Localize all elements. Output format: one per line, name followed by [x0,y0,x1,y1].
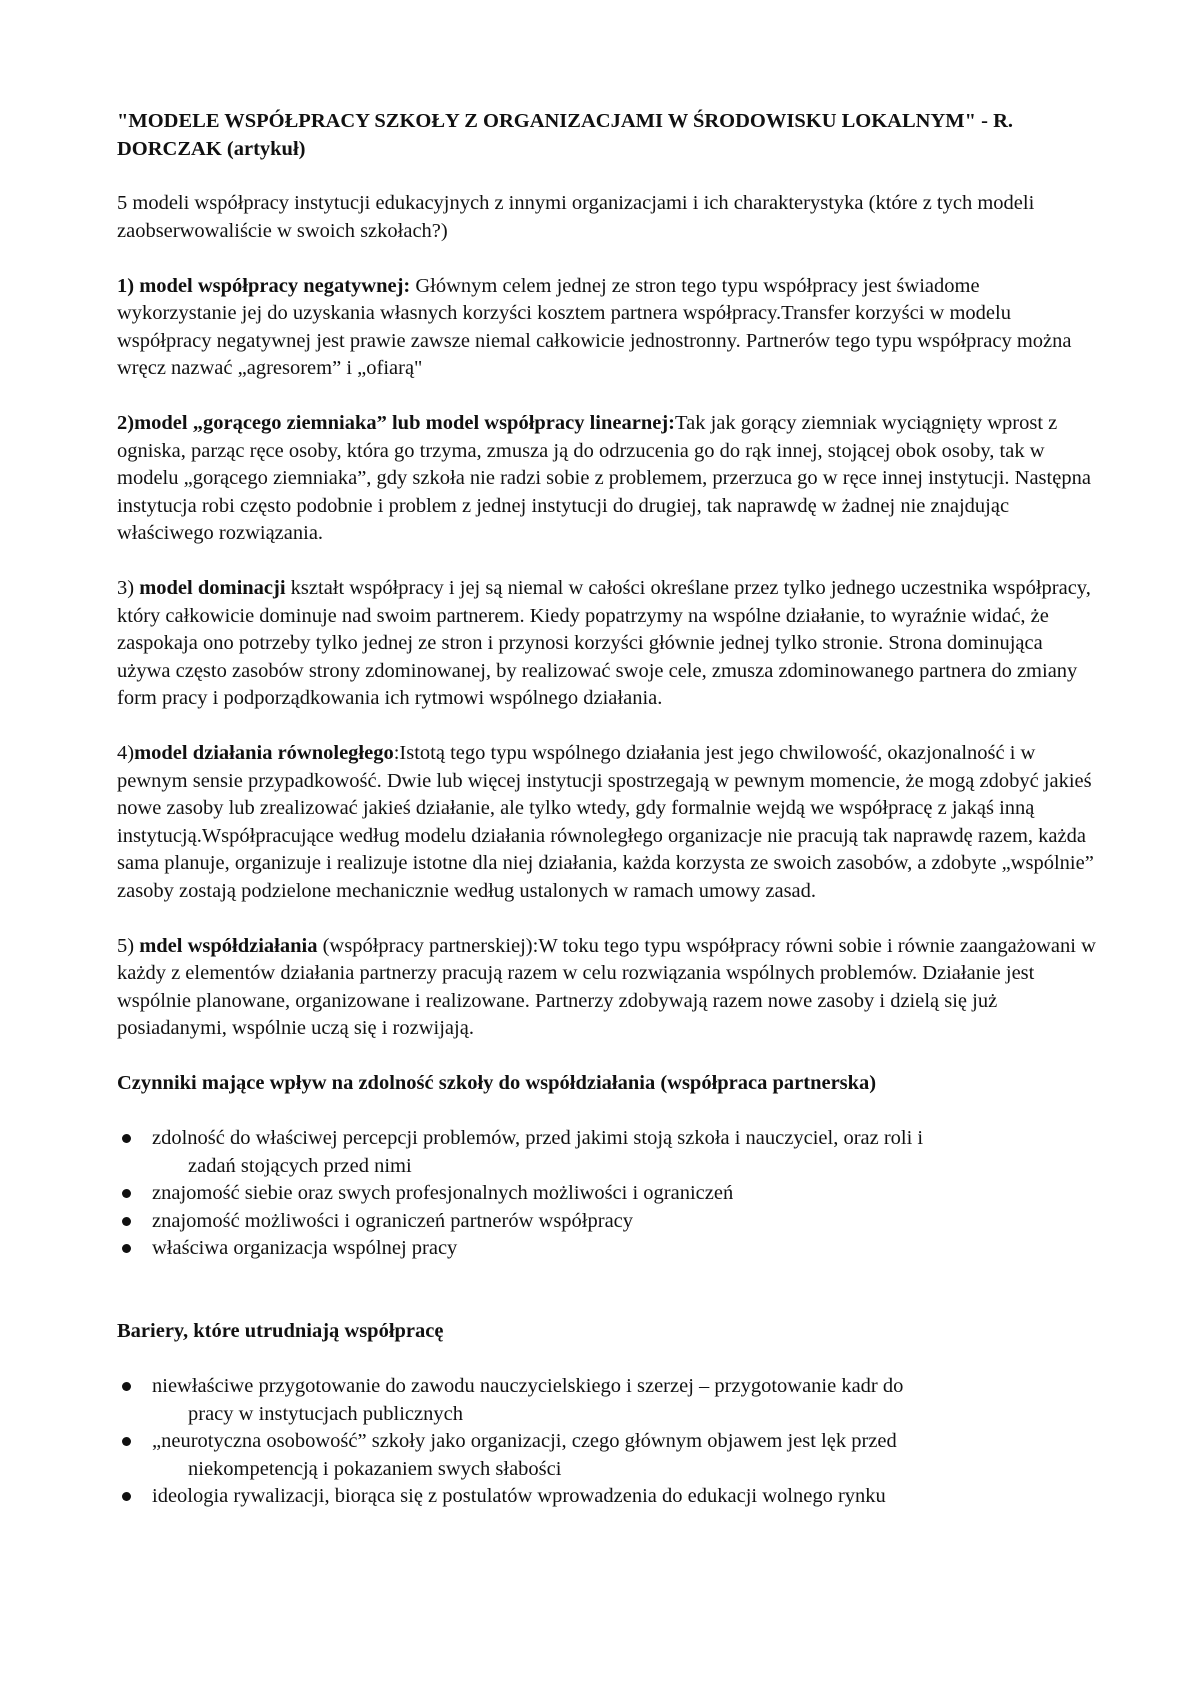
model-1-name: model współpracy negatywnej: [139,274,411,297]
factors-heading: Czynniki mające wpływ na zdolność szkoły do współdziałania (współpraca partnerska) [117,1072,877,1094]
model-paragraph-5 [117,933,1097,1043]
document-page [117,108,1097,1538]
list-item: znajomość możliwości i ograniczeń partnerów współpracy [117,1208,1097,1236]
model-5-text: (współpracy partnerskiej):W toku tego typu współpracy równi sobie i równie zaangażowani w każdy z elementów działania partnerzy pracują razem w celu rozwiązania wspólnych problemów. Działanie jest wspólnie planowane, organizowane i realizowane. Partnerzy zdobywają razem nowe zasoby i dzielą się już posiadanymi, wspólnie uczą się i rozwijają. [117,934,1096,1039]
bullet-icon [122,1437,131,1446]
bullet-icon [122,1189,131,1198]
model-2-text: Tak jak gorący ziemniak wyciągnięty wprost z ogniska, parząc ręce osoby, która go trzyma, zmusza ją do odrzucenia go do rąk innej, stojącej obok osoby, tak w modelu „gorącego ziemniaka”, gdy szkoła nie radzi sobie z problemem, przerzuca go w ręce innej instytucji. Następna instytucja robi często podobnie i problem z jednej instytucji do drugiej, tak naprawdę w żadnej nie znajdując właściwego rozwiązania. [117,412,1091,544]
list-item: znajomość siebie oraz swych profesjonalnych możliwości i ograniczeń [117,1180,1097,1208]
model-1-text: Głównym celem jednej ze stron tego typu współpracy jest świadome wykorzystanie jej do uzyskania własnych korzyści kosztem partnera współpracy.Transfer korzyści w modelu współpracy negatywnej jest prawie zawsze niemal całkowicie jednostronny. Partnerów tego typu współpracy można wręcz nazwać „agresorem” i „ofiarą" [117,274,1072,379]
model-3-prefix: 3) [117,577,140,599]
bullet-icon [122,1382,131,1391]
model-4-name: model działania równoległego [134,742,394,764]
list-item: właściwa organizacja wspólnej pracy [117,1235,1097,1263]
bullet-icon [122,1492,131,1501]
list-item: zdolność do właściwej percepcji problemów, przed jakimi stoją szkoła i nauczyciel, oraz roli i zadań stojących przed nimi [117,1125,1097,1180]
bullet-icon [122,1217,131,1226]
intro-paragraph: 5 modeli współpracy instytucji edukacyjnych z innymi organizacjami i ich charakterystyka (które z tych modeli zaobserwowaliście w swoich szkołach?) [117,192,1035,242]
bullet-icon [122,1244,131,1253]
bullet-icon [122,1134,131,1143]
barriers-heading: Bariery, które utrudniają współpracę [117,1320,444,1342]
model-4-text: :Istotą tego typu wspólnego działania jest jego chwilowość, okazjonalność i w pewnym sensie przypadkowość. Dwie lub więcej instytucji spostrzegają w pewnym momencie, że mogą zdobyć jakieś nowe zasoby lub zrealizować jakieś działanie, ale tylko wtedy, gdy formalnie wejdą we współpracę z jakąś inną instytucją.Współpracujące według modelu działania równoległego organizacje nie pracują tak naprawdę razem, każda sama planuje, organizuje i realizuje istotne dla niej działania, każda korzysta ze swoich zasobów, a zdobyte „wspólnie” zasoby zostają podzielone mechanicznie według ustalonych w ramach umowy zasad. [117,742,1094,902]
model-3-name: model dominacji [139,577,286,599]
model-5-name: mdel współdziałania [139,934,318,957]
model-1-prefix: 1) [117,274,140,297]
model-2-prefix: 2) [117,412,135,434]
model-paragraph-4 [117,740,1097,905]
barriers-list [117,1373,1097,1511]
model-3-text: kształt współpracy i jej są niemal w całości określane przez tylko jednego uczestnika współpracy, który całkowicie dominuje nad swoim partnerem. Kiedy popatrzymy na wspólne działanie, to wyraźnie widać, że zaspokaja ono potrzeby tylko jednej ze stron i przynosi korzyści głównie jednej tylko stronie. Strona dominująca używa często zasobów strony zdominowanej, by realizować swoje cele, zmusza zdominowanego partnera do zmiany form pracy i podporządkowania ich rytmowi wspólnego działania. [117,577,1091,709]
model-paragraph-2 [117,410,1097,548]
factors-list [117,1125,1097,1263]
spacer [117,1290,1097,1318]
model-paragraph-3 [117,575,1097,713]
model-2-name: model „gorącego ziemniaka” lub model współpracy linearnej: [134,412,676,434]
document-title: "MODELE WSPÓŁPRACY SZKOŁY Z ORGANIZACJAMI W ŚRODOWISKU LOKALNYM" - R. DORCZAK (artykuł) [117,110,1014,160]
list-item: „neurotyczna osobowość” szkoły jako organizacji, czego głównym objawem jest lęk przed niekompetencją i pokazaniem swych słabości [117,1428,1097,1483]
list-item: ideologia rywalizacji, biorąca się z postulatów wprowadzenia do edukacji wolnego rynku [117,1483,1097,1511]
list-item: niewłaściwe przygotowanie do zawodu nauczycielskiego i szerzej – przygotowanie kadr do pracy w instytucjach publicznych [117,1373,1097,1428]
model-4-prefix: 4) [117,742,135,764]
model-paragraph-1 [117,273,1097,383]
model-5-prefix: 5) [117,934,140,957]
